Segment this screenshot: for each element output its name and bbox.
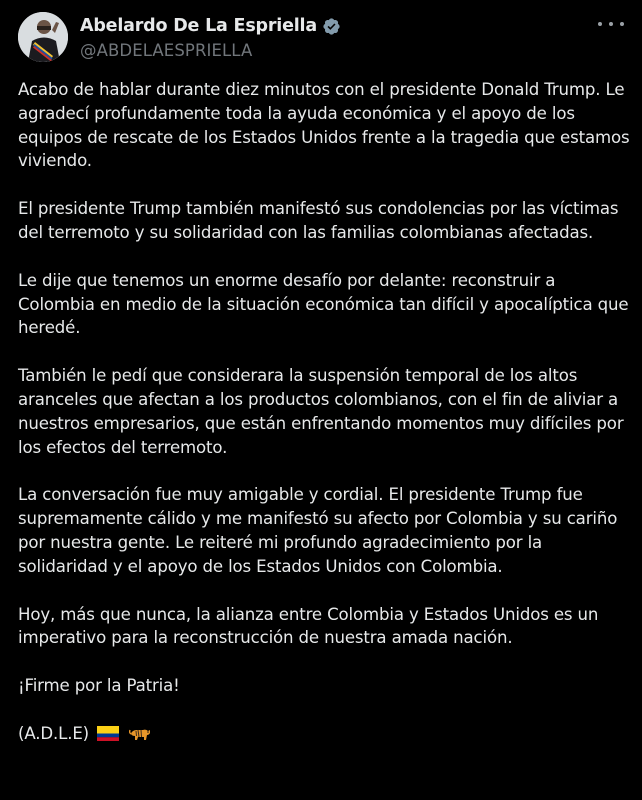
more-options-icon (598, 22, 602, 26)
signature-line (18, 722, 630, 746)
signature: (A.D.L.E) (18, 723, 89, 743)
handle[interactable]: @ABDELAESPRIELLA (80, 41, 253, 60)
post-paragraph: Acabo de hablar durante diez minutos con el presidente Donald Trump. Le agradecí profundamente toda la ayuda económica y el apoyo de los equipos de rescate de los Estados Unidos frente a la tragedia que estamos viviendo. (18, 80, 630, 171)
post-paragraph: ¡Firme por la Patria! (18, 676, 180, 696)
post-text (18, 78, 630, 746)
post-paragraph: También le pedí que considerara la suspensión temporal de los altos aranceles que afectan a los productos colombianos, con el fin de aliviar a nuestros empresarios, que están enfrentando momentos muy difíciles por los efectos del terremoto. (18, 366, 624, 457)
colombia-flag-icon (97, 726, 119, 741)
more-options-button[interactable] (598, 14, 624, 34)
author-names (80, 14, 341, 60)
profile-photo-icon (18, 12, 68, 62)
avatar[interactable] (18, 12, 68, 62)
display-name[interactable]: Abelardo De La Espriella (80, 16, 317, 36)
post-header (18, 12, 624, 62)
verified-badge-icon (322, 17, 341, 36)
post-paragraph: El presidente Trump también manifestó sus condolencias por las víctimas del terremoto y su solidaridad con las familias colombianas afectadas. (18, 199, 619, 242)
more-options-dot (609, 22, 613, 26)
post-paragraph: Le dije que tenemos un enorme desafío por delante: reconstruir a Colombia en medio de la situación económica tan difícil y apocalíptica que heredé. (18, 270, 629, 338)
post-paragraph: La conversación fue muy amigable y cordial. El presidente Trump fue supremamente cálido y me manifestó su afecto por Colombia y su cariño por nuestra gente. Le reiteré mi profundo agradecimiento por la solidaridad y el apoyo de los Estados Unidos con Colombia. (18, 485, 618, 576)
more-options-dot (620, 22, 624, 26)
tiger-icon (129, 725, 151, 743)
post-paragraph: Hoy, más que nunca, la alianza entre Colombia y Estados Unidos es un imperativo para la reconstrucción de nuestra amada nación. (18, 604, 599, 648)
